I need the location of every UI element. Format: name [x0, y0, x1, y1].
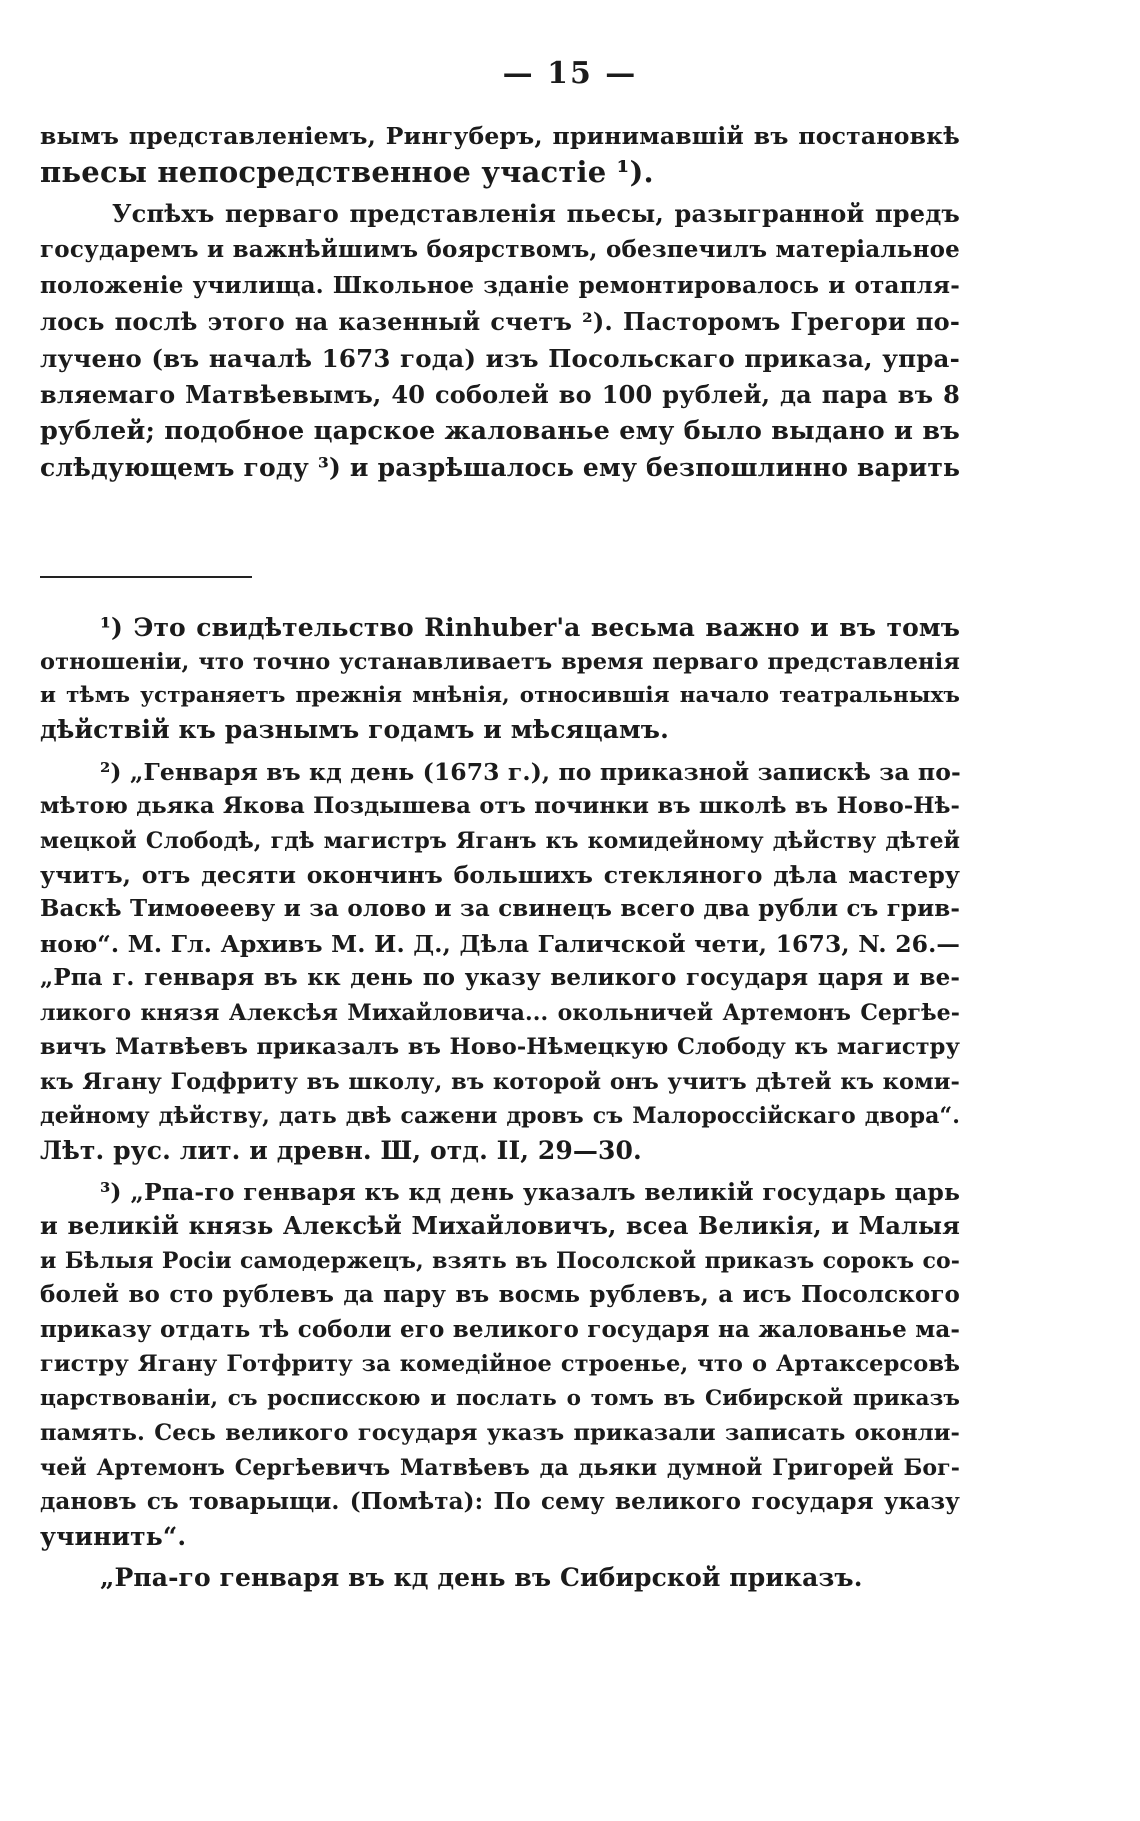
body-line: государемъ и важнѣйшимъ боярствомъ, обезпечилъ матеріальное — [40, 236, 960, 263]
footnote-line: „Рпа г. генваря въ кк день по указу великого государя царя и ве- — [40, 964, 960, 991]
footnote-line: дановъ съ товарыщи. (Помѣта): По сему великого государя указу — [40, 1488, 960, 1515]
body-line: рублей; подобное царское жалованье ему было выдано и въ — [40, 416, 960, 446]
body-line: слѣдующемъ году ³) и разрѣшалось ему безпошлинно варить — [40, 453, 961, 482]
footnote-line: ³) „Рпа-го генваря къ кд день указалъ великій государь царь — [100, 1178, 960, 1206]
footnote-line: ною“. М. Гл. Архивъ М. И. Д., Дѣла Галичской чети, 1673, N. 26.— — [40, 930, 960, 958]
body-line: пьесы непосредственное участіе ¹). — [40, 155, 654, 189]
footnote-line: Лѣт. рус. лит. и древн. Ш, отд. II, 29—30. — [40, 1136, 642, 1165]
footnote-line: болей во сто рублевъ да пару въ восмь рублевъ, а исъ Посолского — [40, 1281, 960, 1308]
footnote-line: дѣйствій къ разнымъ годамъ и мѣсяцамъ. — [40, 715, 669, 744]
footnote-line: Васкѣ Тимоѳееву и за олово и за свинецъ всего два рубли съ грив- — [40, 895, 960, 922]
footnote-line: отношеніи, что точно устанавливаетъ время перваго представленія — [40, 649, 960, 675]
footnote-line: приказу отдать тѣ соболи его великого государя на жалованье ма- — [40, 1316, 960, 1343]
footnote-line: и Бѣлыя Росіи самодержецъ, взять въ Посолской приказъ сорокъ со- — [40, 1248, 960, 1274]
footnote-line: къ Ягану Годфриту въ школу, въ которой онъ учитъ дѣтей къ коми- — [40, 1069, 960, 1095]
body-line: лучено (въ началѣ 1673 года) изъ Посольскаго приказа, упра- — [40, 344, 960, 373]
footnote-separator — [40, 576, 252, 578]
footnote-line: учинить“. — [40, 1522, 187, 1551]
footnote-line: и тѣмъ устраняетъ прежнія мнѣнія, относившія начало театральныхъ — [40, 683, 960, 708]
footnote-line: ²) „Генваря въ кд день (1673 г.), по приказной запискѣ за по- — [100, 758, 961, 786]
footnote-line: дейному дѣйству, дать двѣ сажени дровъ съ Малороссійскаго двора“. — [40, 1103, 960, 1129]
body-line: вымъ представленіемъ, Рингуберъ, принимавшій въ постановкѣ — [40, 122, 960, 150]
footnote-line: вичъ Матвѣевъ приказалъ въ Ново-Нѣмецкую Слободу къ магистру — [40, 1034, 960, 1060]
footnote-line: память. Сесь великого государя указъ приказали записать оконли- — [40, 1420, 960, 1446]
footnote-line: гистру Ягану Готфриту за комедійное строенье, что о Артаксерсовѣ — [40, 1351, 960, 1377]
body-line: положеніе училища. Школьное зданіе ремонтировалось и отапля- — [40, 272, 960, 299]
footnote-line: царствованіи, съ росписскою и послать о томъ въ Сибирской приказъ — [40, 1386, 960, 1411]
footnote-line: и великій князь Алексѣй Михайловичъ, всеа Великія, и Малыя — [40, 1211, 960, 1240]
footnote-line: „Рпа-го генваря въ кд день въ Сибирской приказъ. — [100, 1563, 863, 1592]
footnote-line: мецкой Слободѣ, гдѣ магистръ Яганъ къ комидейному дѣйству дѣтей — [40, 828, 960, 854]
footnote-line: чей Артемонъ Сергѣевичъ Матвѣевъ да дьяки думной Григорей Бог- — [40, 1455, 960, 1481]
footnote-line: мѣтою дьяка Якова Поздышева отъ починки въ школѣ въ Ново-Нѣ- — [40, 793, 960, 819]
body-line: Успѣхъ перваго представленія пьесы, разыгранной предъ — [112, 199, 960, 228]
page-number: — 15 — — [502, 56, 638, 91]
footnote-line: учитъ, отъ десяти окончинъ большихъ стекляного дѣла мастеру — [40, 861, 960, 889]
body-line: лось послѣ этого на казенный счетъ ²). Пасторомъ Грегори по- — [40, 307, 960, 336]
footnote-line: ликого князя Алексѣя Михайловича... окольничей Артемонъ Сергѣе- — [40, 1000, 960, 1026]
footnote-line: ¹) Это свидѣтельство Rinhuber'а весьма важно и въ томъ — [100, 613, 960, 642]
body-line: вляемаго Матвѣевымъ, 40 соболей во 100 рублей, да пара въ 8 — [40, 380, 960, 409]
